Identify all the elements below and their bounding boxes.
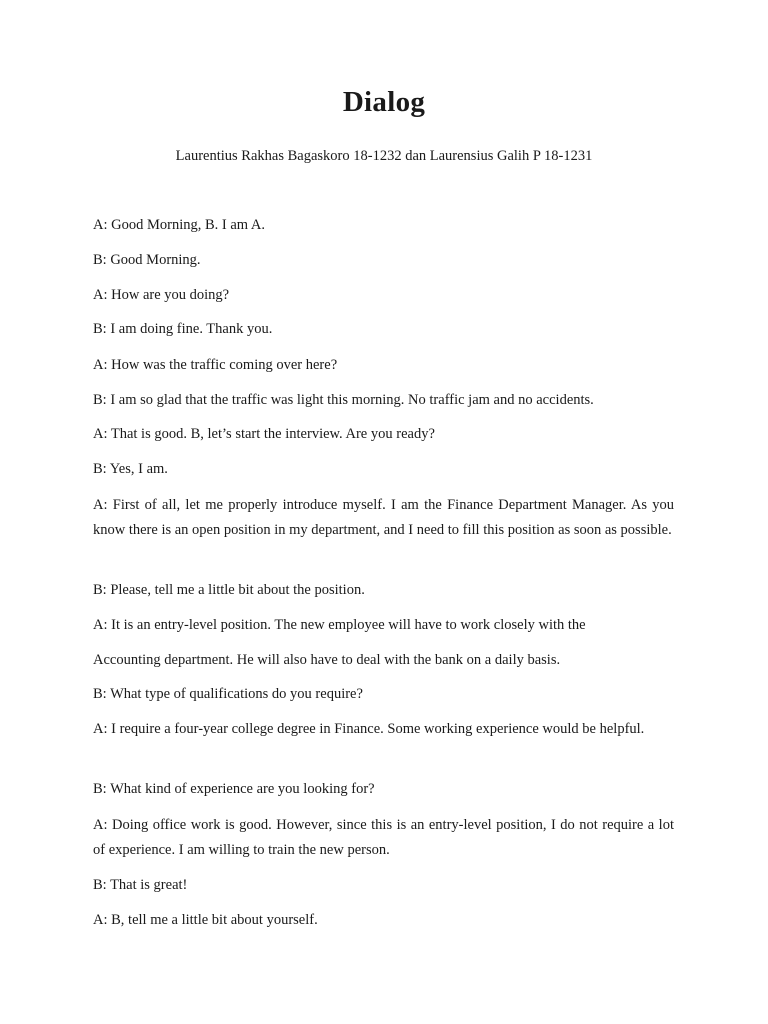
dialog-line: B: Good Morning. bbox=[93, 252, 201, 268]
dialog-line: B: I am doing fine. Thank you. bbox=[93, 321, 273, 337]
dialog-line: B: Please, tell me a little bit about the position. bbox=[93, 582, 365, 598]
dialog-line: A: How are you doing? bbox=[93, 287, 230, 303]
dialog-line: B: Yes, I am. bbox=[93, 461, 168, 477]
dialog-line: A: B, tell me a little bit about yourself. bbox=[93, 912, 318, 928]
dialog-line: B: That is great! bbox=[93, 877, 188, 893]
dialog-line: B: I am so glad that the traffic was light this morning. No traffic jam and no accidents. bbox=[93, 392, 594, 408]
dialog-paragraph: A: First of all, let me properly introduce myself. I am the Finance Department Manager. As you know there is an open position in my department, and I need to fill this position as soon as possible. bbox=[93, 497, 674, 538]
dialog-paragraph: A: I require a four-year college degree in Finance. Some working experience would be helpful. bbox=[93, 721, 645, 737]
dialog-line: A: How was the traffic coming over here? bbox=[93, 357, 338, 373]
document-title: Dialog bbox=[342, 86, 426, 118]
dialog-line: B: What kind of experience are you looking for? bbox=[93, 781, 375, 797]
dialog-line: B: What type of qualifications do you require? bbox=[93, 686, 363, 702]
dialog-line: A: Good Morning, B. I am A. bbox=[93, 217, 265, 233]
dialog-line: A: It is an entry-level position. The new employee will have to work closely with the bbox=[93, 617, 586, 633]
dialog-paragraph: A: Doing office work is good. However, since this is an entry-level position, I do not require a lot of experience. I am willing to train the new person. bbox=[93, 817, 674, 858]
dialog-line: A: That is good. B, let’s start the interview. Are you ready? bbox=[93, 426, 435, 442]
document-authors: Laurentius Rakhas Bagaskoro 18-1232 dan Laurensius Galih P 18-1231 bbox=[175, 148, 593, 164]
dialog-line: Accounting department. He will also have to deal with the bank on a daily basis. bbox=[93, 652, 561, 668]
